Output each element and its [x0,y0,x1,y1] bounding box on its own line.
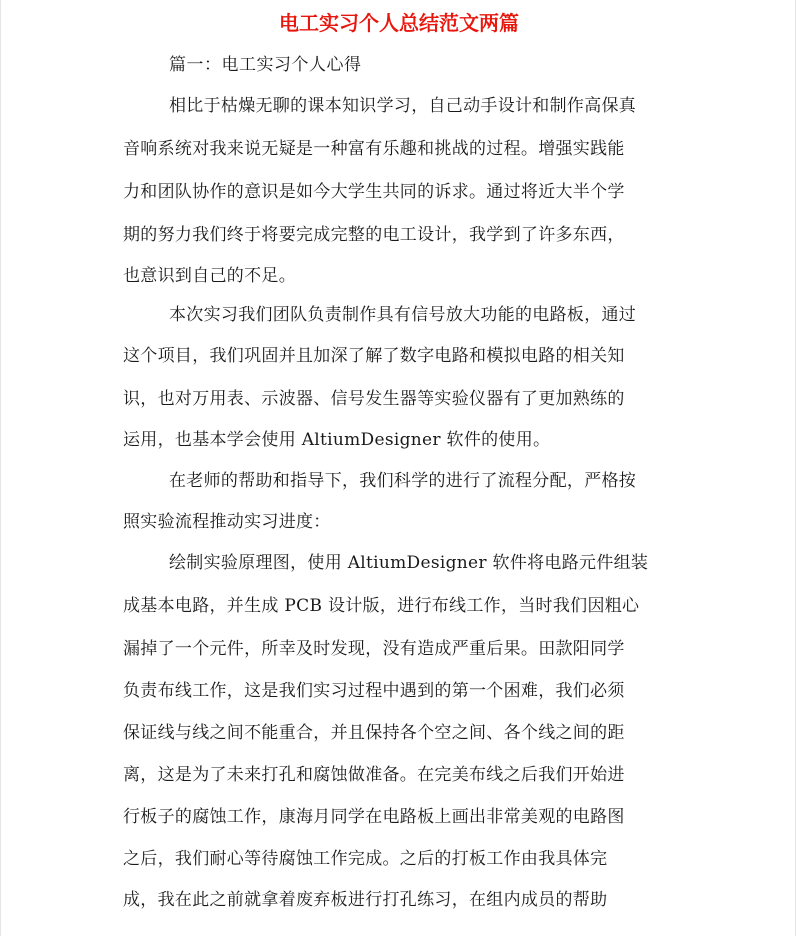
paragraph-4-line-5: 保证线与线之间不能重合，并且保持各个空之间、各个线之间的距 [123,723,625,743]
section-subtitle: 篇一：电工实习个人心得 [169,55,362,75]
paragraph-2-line-3: 识，也对万用表、示波器、信号发生器等实验仪器有了更加熟练的 [123,389,625,409]
document-title: 电工实习个人总结范文两篇 [279,11,519,35]
paragraph-3-line-1: 在老师的帮助和指导下，我们科学的进行了流程分配，严格按 [169,471,637,491]
paragraph-1-line-2: 音响系统对我来说无疑是一种富有乐趣和挑战的过程。增强实践能 [123,139,625,159]
paragraph-2-line-2: 这个项目，我们巩固并且加深了解了数字电路和模拟电路的相关知 [123,346,625,366]
paragraph-4-line-2: 成基本电路，并生成 PCB 设计版，进行布线工作，当时我们因粗心 [123,596,640,616]
paragraph-4-line-6: 离，这是为了未来打孔和腐蚀做准备。在完美布线之后我们开始进 [123,765,625,785]
paragraph-4-line-4: 负责布线工作，这是我们实习过程中遇到的第一个困难，我们必须 [123,681,625,701]
paragraph-4-line-7: 行板子的腐蚀工作，康海月同学在电路板上画出非常美观的电路图 [123,807,625,827]
paragraph-1-line-5: 也意识到自己的不足。 [123,266,296,286]
paragraph-1-line-4: 期的努力我们终于将要完成完整的电工设计，我学到了许多东西， [123,225,625,245]
paragraph-2-line-4: 运用，也基本学会使用 AltiumDesigner 软件的使用。 [123,430,551,450]
paragraph-2-line-1: 本次实习我们团队负责制作具有信号放大功能的电路板，通过 [169,305,637,325]
paragraph-1-line-3: 力和团队协作的意识是如今大学生共同的诉求。通过将近大半个学 [123,182,625,202]
paragraph-4-line-1: 绘制实验原理图，使用 AltiumDesigner 软件将电路元件组装 [169,553,649,573]
paragraph-4-line-8: 之后，我们耐心等待腐蚀工作完成。之后的打板工作由我具体完 [123,849,608,869]
paragraph-3-line-2: 照实验流程推动实习进度： [123,512,331,532]
paragraph-4-line-9: 成，我在此之前就拿着废弃板进行打孔练习，在组内成员的帮助 [123,890,608,910]
paragraph-4-line-3: 漏掉了一个元件，所幸及时发现，没有造成严重后果。田款阳同学 [123,639,625,659]
paragraph-1-line-1: 相比于枯燥无聊的课本知识学习，自己动手设计和制作高保真 [169,96,637,116]
